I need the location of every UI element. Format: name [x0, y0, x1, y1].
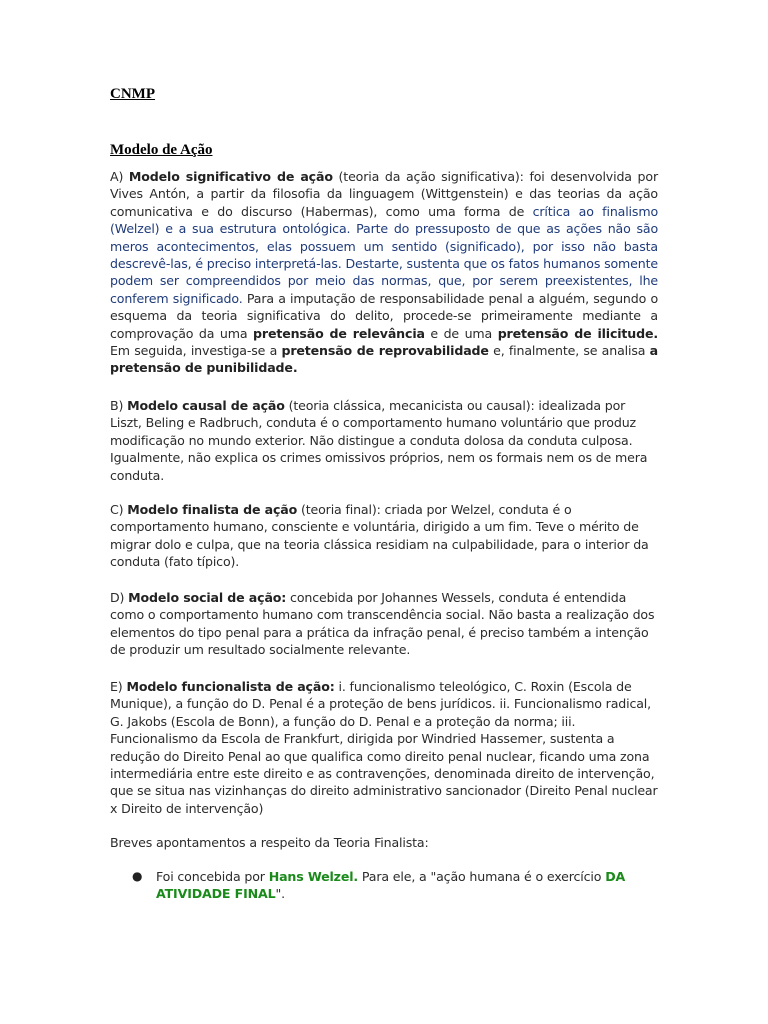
paragraph-text: concebida por Johannes Wessels, conduta é entendida como o comportamento humano com transcendência social. Não basta a realização dos elementos do tipo penal para a prática da infração penal, é preciso também a intenção de produzir um resultado socialmente relevante. — [110, 590, 655, 658]
paragraph-modelo-finalista — [110, 501, 658, 571]
term-pretensao-punibilidade: a pretensão de punibilidade. — [110, 343, 658, 376]
list-item-text: Para ele, a "ação humana é o exercício — [358, 869, 606, 884]
paragraph-prefix: E) — [110, 679, 127, 694]
notes-intro: Breves apontamentos a respeito da Teoria Finalista: — [110, 835, 429, 850]
term-pretensao-relevancia: pretensão de relevância — [253, 325, 425, 341]
term-modelo-causal: Modelo causal de ação — [127, 398, 285, 413]
term-modelo-social: Modelo social de ação: — [128, 590, 287, 605]
highlighted-text-green: Hans Welzel. — [268, 869, 359, 884]
paragraph-prefix: D) — [110, 590, 129, 605]
highlighted-text-green: DA ATIVIDADE FINAL — [156, 869, 626, 902]
term-modelo-significativo: Modelo significativo de ação — [128, 169, 333, 184]
term-modelo-finalista: Modelo finalista de ação — [127, 502, 298, 517]
document-title: CNMP — [110, 86, 155, 102]
list-item-text: Foi concebida por — [156, 869, 269, 884]
term-pretensao-ilicitude: pretensão de ilicitude. — [497, 325, 658, 341]
paragraph-prefix: C) — [110, 502, 128, 517]
highlighted-text-blue: crítica ao finalismo (Welzel) e a sua estrutura ontológica. Parte do pressuposto de que as ações não são meros acontecimentos, elas possuem um sentido (significado), por isso não basta descrevê-las, é preciso interpretá-las. Destarte, sustenta que os fatos humanos somente podem ser compreendidos por meio das normas, que, por serem preexistentes, lhe conferem significado. — [110, 203, 658, 306]
list-item-text: ". — [275, 886, 285, 902]
paragraph-text: (teoria final): criada por Welzel, conduta é o comportamento humano, consciente e voluntária, dirigido a um fim. Teve o mérito de migrar dolo e culpa, que na teoria clássica residiam na culpabilidade, para o interior da conduta (fato típico). — [110, 502, 649, 570]
term-pretensao-reprovabilidade: pretensão de reprovabilidade — [281, 343, 489, 359]
bullet-list — [110, 868, 658, 903]
paragraph-text: i. funcionalismo teleológico, C. Roxin (Escola de Munique), a função do D. Penal é a proteção de bens jurídicos. ii. Funcionalismo radical, G. Jakobs (Escola de Bonn), a função do D. Penal e a proteção da norma; iii. Funcionalismo da Escola de Frankfurt, dirigida por Windried Hassemer, sustenta a redução do Direito Penal ao que qualifica como direito penal nuclear, ficando uma zona intermediária entre este direito e as contravenções, denominada direito de intervenção, que se situa nas vizinhanças do direito administrativo sancionador (Direito Penal nuclear x Direito de intervenção) — [110, 679, 658, 816]
section-title: Modelo de Ação — [110, 142, 213, 158]
paragraph-modelo-social — [110, 589, 658, 659]
paragraph-prefix: B) — [110, 398, 128, 413]
paragraph-text: Para a imputação de responsabilidade penal a alguém, segundo o esquema da teoria significativa do delito, procede-se primeiramente mediante a comprovação da uma — [110, 290, 658, 341]
list-item — [110, 868, 658, 903]
paragraph-modelo-significativo — [110, 168, 658, 377]
paragraph-prefix: A) — [110, 169, 129, 184]
paragraph-text: (teoria da ação significativa): foi desenvolvida por Vives Antón, a partir da filosofia da linguagem (Wittgenstein) e das teorias da ação comunicativa e do discurso (Habermas), como uma forma de — [110, 169, 658, 219]
paragraph-text: (teoria clássica, mecanicista ou causal): idealizada por Liszt, Beling e Radbruch, conduta é o comportamento humano voluntário que produz modificação no mundo exterior. Não distingue a conduta dolosa da conduta culposa. Igualmente, não explica os crimes omissivos próprios, nem os formais nem os de mera conduta. — [110, 398, 648, 483]
bullet-icon: ● — [132, 869, 143, 883]
paragraph-text: e, finalmente, se analisa — [488, 343, 650, 359]
paragraph-text: e de uma — [424, 325, 498, 341]
term-modelo-funcionalista: Modelo funcionalista de ação: — [126, 679, 335, 694]
paragraph-text: Em seguida, investiga-se a — [110, 343, 282, 359]
paragraph-modelo-funcionalista — [110, 678, 658, 817]
paragraph-modelo-causal — [110, 397, 658, 484]
